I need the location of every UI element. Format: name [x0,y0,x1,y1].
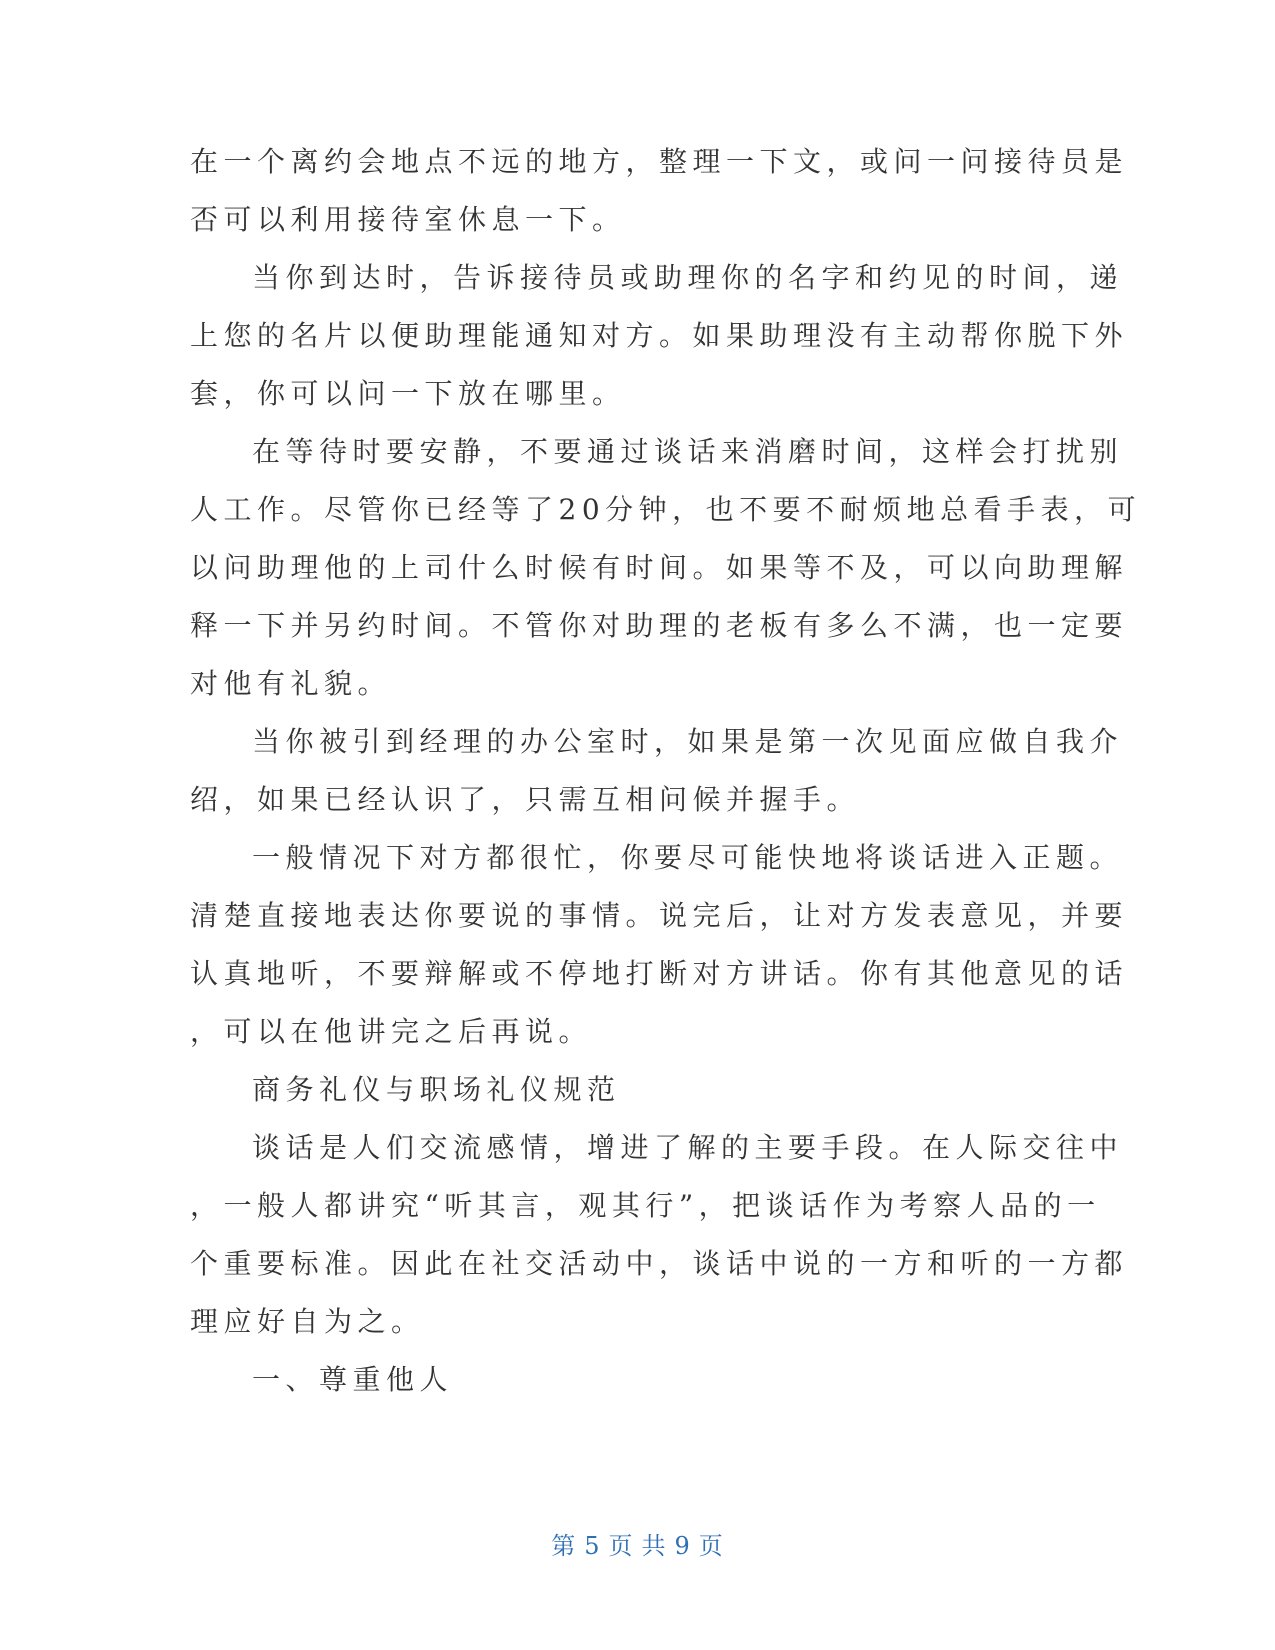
text-line: 对他有礼貌。 [190,667,392,700]
paragraph-start-line: 谈话是人们交流感情，增进了解的主要手段。在人际交往中 [252,1131,1124,1164]
text-line: 上您的名片以便助理能通知对方。如果助理没有主动帮你脱下外 [190,319,1129,352]
text-line: 个重要标准。因此在社交活动中，谈话中说的一方和听的一方都 [190,1247,1129,1280]
paragraph-start-line: 当你被引到经理的办公室时，如果是第一次见面应做自我介 [252,725,1124,758]
footer-suffix: 页 [698,1532,724,1560]
footer-page-word: 页 [608,1532,634,1560]
text-line: 清楚直接地表达你要说的事情。说完后，让对方发表意见，并要 [190,899,1129,932]
text-line: 以问助理他的上司什么时候有时间。如果等不及，可以向助理解 [190,551,1129,584]
paragraph-start-line: 一般情况下对方都很忙，你要尽可能快地将谈话进入正题。 [252,841,1124,874]
footer-total-word: 共 [641,1532,667,1560]
paragraph-start-line: 在等待时要安静，不要通过谈话来消磨时间，这样会打扰别 [252,435,1124,468]
subsection-heading: 一、尊重他人 [252,1363,454,1396]
paragraph-start-line: 当你到达时，告诉接待员或助理你的名字和约见的时间，递 [252,261,1124,294]
text-line: 理应好自为之。 [190,1305,425,1338]
page-footer [0,1528,1275,1564]
footer-prefix: 第 [551,1532,577,1560]
section-heading: 商务礼仪与职场礼仪规范 [252,1073,621,1106]
text-line: 释一下并另约时间。不管你对助理的老板有多么不满，也一定要 [190,609,1129,642]
text-line: 在一个离约会地点不远的地方，整理一下文，或问一问接待员是 [190,145,1129,178]
text-line: 人工作。尽管你已经等了20分钟，也不要不耐烦地总看手表，可 [190,493,1142,526]
text-line: 绍，如果已经认识了，只需互相问候并握手。 [190,783,861,816]
text-line: 否可以利用接待室休息一下。 [190,203,626,236]
text-line: 套，你可以问一下放在哪里。 [190,377,626,410]
footer-total-pages: 9 [674,1532,691,1560]
text-line: ，一般人都讲究“听其言，观其行”，把谈话作为考察人品的一 [190,1189,1101,1222]
text-line: 认真地听，不要辩解或不停地打断对方讲话。你有其他意见的话 [190,957,1129,990]
footer-current-page: 5 [584,1532,601,1560]
text-line: ，可以在他讲完之后再说。 [190,1015,593,1048]
